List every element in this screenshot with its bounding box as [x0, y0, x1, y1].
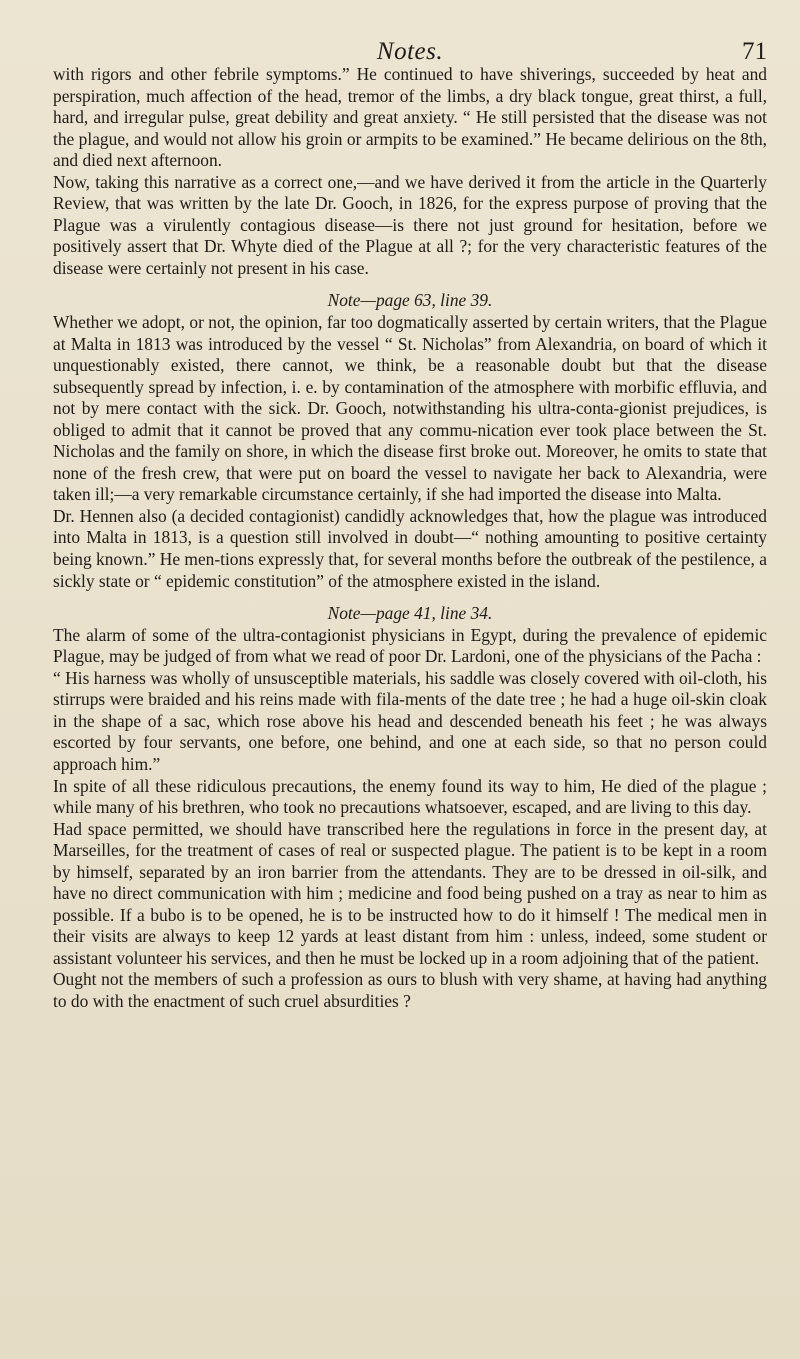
paragraph: Whether we adopt, or not, the opinion, far too dogmatically asserted by certain writers, that the Plague at Malta in 1813 was introduced by the vessel “ St. Nicholas” from Alexandria, on board of which it unquestionably existed, there cannot, we think, be a reasonable doubt but that the disease subsequently spread by infection, i. e. by contamination of the atmosphere with morbific effluvia, and not by mere contact with the sick. Dr. Gooch, notwithstanding his ultra-conta-gionist prejudices, is obliged to admit that it cannot be proved that any commu-nication ever took place between the St. Nicholas and the family on shore, in which the disease first broke out. Moreover, he omits to state that none of the fresh crew, that were put on board the vessel to navigate her back to Alexandria, were taken ill;—a very remarkable circumstance certainly, if she had imported the disease into Malta.	[53, 312, 767, 505]
body-text	[53, 64, 767, 1013]
paragraph: Dr. Hennen also (a decided contagionist) candidly acknowledges that, how the plague was introduced into Malta in 1813, is a question still involved in doubt—“ nothing amounting to positive certainty being known.” He men-tions expressly that, for several months before the outbreak of the pestilence, a sickly state or “ epidemic constitution” of the atmosphere existed in the island.	[53, 505, 767, 591]
paragraph: Ought not the members of such a profession as ours to blush with very shame, at having had anything to do with the enactment of such cruel absurdities ?	[53, 969, 767, 1011]
running-head: Notes.	[376, 38, 444, 65]
note-heading: Note—page 63, line 39.	[327, 290, 493, 311]
paragraph: Had space permitted, we should have transcribed here the regulations in force in the present day, at Marseilles, for the treatment of cases of real or suspected plague. The patient is to be kept in a room by himself, separated by an iron barrier from the attendants. They are to be dressed in oil-silk, and have no direct communication with him ; medicine and food being pushed on a tray as near to him as possible. If a bubo is to be opened, he is to be instructed how to do it himself ! The medical men in their visits are always to keep 12 yards at least distant from him : unless, indeed, some student or assistant volunteer his services, and then he must be locked up in a room adjoining that of the patient.	[53, 818, 767, 968]
paragraph: Now, taking this narrative as a correct one,—and we have derived it from the article in the Quarterly Review, that was written by the late Dr. Gooch, in 1826, for the express purpose of proving that the Plague was a virulently contagious disease—is there not just ground for hesitation, before we positively assert that Dr. Whyte died of the Plague at all ?; for the very characteristic features of the disease were certainly not present in his case.	[53, 171, 767, 278]
paragraph: The alarm of some of the ultra-contagionist physicians in Egypt, during the prevalence of epidemic Plague, may be judged of from what we read of poor Dr. Lardoni, one of the physicians of the Pacha :	[53, 624, 767, 667]
paragraph: with rigors and other febrile symptoms.” He continued to have shiverings, succeeded by heat and perspiration, much affection of the head, tremor of the limbs, a dry black tongue, great thirst, a full, hard, and irregular pulse, great debility and great anxiety. “ He still persisted that the disease was not the plague, and would not allow his groin or armpits to be examined.” He became delirious on the 8th, and died next afternoon.	[53, 64, 767, 171]
note-heading: Note—page 41, line 34.	[327, 603, 493, 624]
page-number: 71	[742, 38, 767, 65]
page-header	[53, 0, 767, 64]
block-quote: “ His harness was wholly of unsusceptible materials, his saddle was closely covered with oil-cloth, his stirrups were braided and his reins made with fila-ments of the date tree ; he had a huge oil-skin cloak in the shape of a sac, which rose above his head and descended beneath his feet ; he was always escorted by four servants, one before, one behind, and one at each side, so that no person could approach him.”	[53, 667, 767, 774]
paragraph: In spite of all these ridiculous precautions, the enemy found its way to him, He died of the plague ; while many of his brethren, who took no precautions whatsoever, escaped, and are living to this day.	[53, 775, 767, 818]
